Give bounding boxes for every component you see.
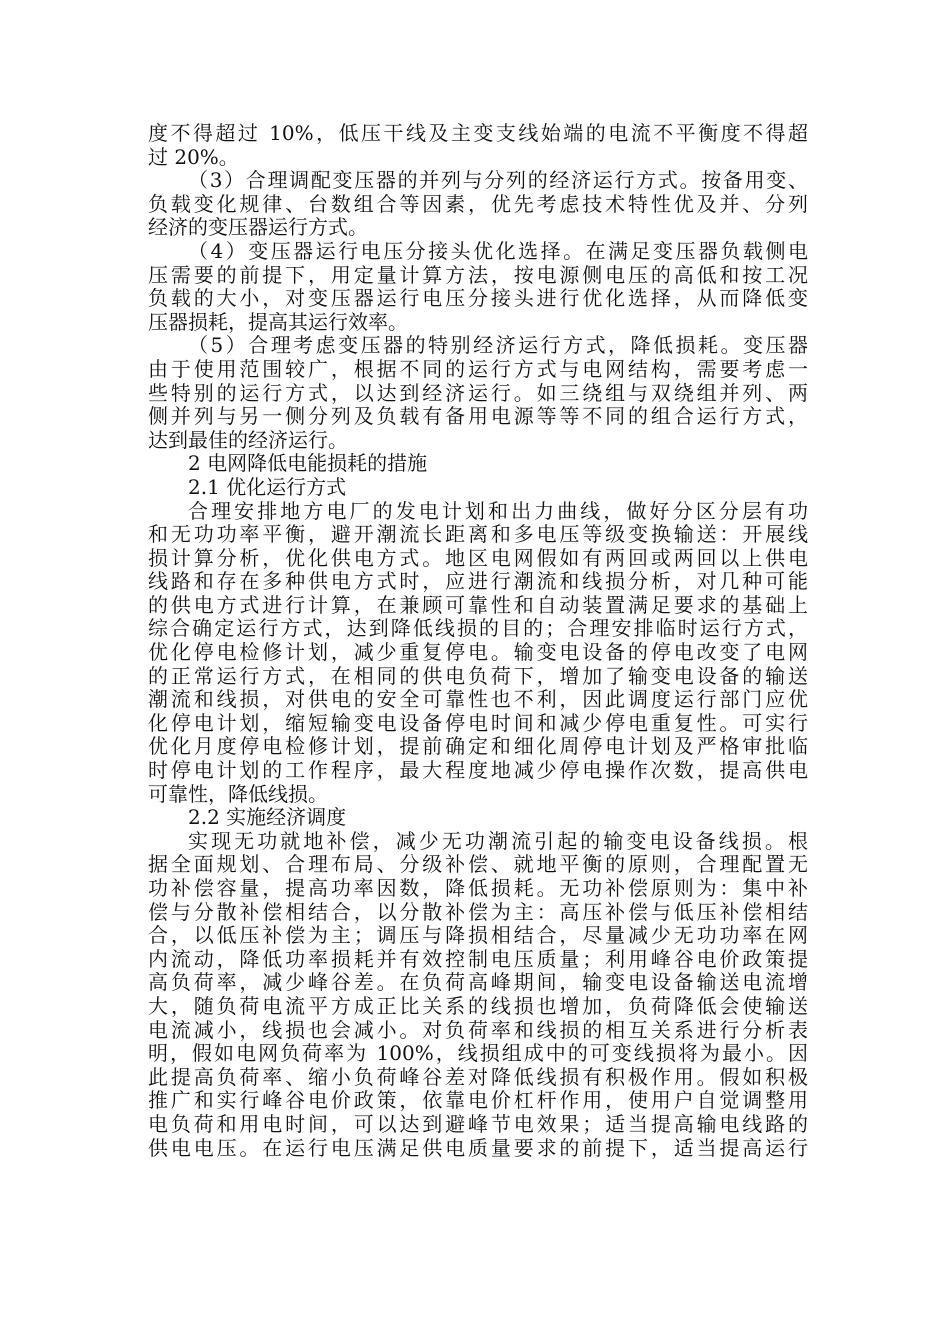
- text-line: （5）合理考虑变压器的特别经济运行方式，降低损耗。变压器: [188, 333, 808, 358]
- text-line: 压需要的前提下，用定量计算方法，按电源侧电压的高低和按工况: [148, 262, 808, 287]
- text-line: 侧并列与另一侧分列及负载有备用电源等等不同的组合运行方式，: [148, 404, 808, 429]
- text-line: 优化月度停电检修计划，提前确定和细化周停电计划及严格审批临: [148, 734, 808, 759]
- text-line: 度不得超过 10%，低压干线及主变支线始端的电流不平衡度不得超: [148, 121, 808, 145]
- text-line: 负载变化规律、台数组合等因素，优先考虑技术特性优及并、分列: [148, 191, 808, 216]
- text-line: 推广和实行峰谷电价政策，依靠电价杠杆作用，使用户自觉调整用: [148, 1088, 808, 1113]
- text-line: 合理安排地方电厂的发电计划和出力曲线，做好分区分层有功: [188, 498, 808, 523]
- text-line: 的供电方式进行计算，在兼顾可靠性和自动装置满足要求的基础上: [148, 592, 808, 617]
- text-line: （3）合理调配变压器的并列与分列的经济运行方式。按备用变、: [188, 168, 808, 193]
- text-line: 时停电计划的工作程序，最大程度地减少停电操作次数，提高供电: [148, 758, 808, 783]
- text-line: 大，随负荷电流平方成正比关系的线损也增加，负荷降低会使输送: [148, 993, 808, 1018]
- text-line: （4）变压器运行电压分接头优化选择。在满足变压器负载侧电: [188, 238, 808, 263]
- text-line: 内流动，降低功率损耗并有效控制电压质量；利用峰谷电价政策提: [148, 946, 808, 971]
- text-line: 明，假如电网负荷率为 100%，线损组成中的可变线损将为最小。因: [148, 1041, 808, 1066]
- text-line: 线路和存在多种供电方式时，应进行潮流和线损分析，对几种可能: [148, 569, 808, 594]
- text-line: 化停电计划，缩短输变电设备停电时间和减少停电重复性。可实行: [148, 710, 808, 735]
- text-line: 经济的变压器运行方式。: [148, 215, 368, 240]
- text-line: 电负荷和用电时间，可以达到避峰节电效果；适当提高输电线路的: [148, 1111, 808, 1136]
- text-line: 偿与分散补偿相结合，以分散补偿为主：高压补偿与低压补偿相结: [148, 899, 808, 924]
- text-line: 优化停电检修计划，减少重复停电。输变电设备的停电改变了电网: [148, 640, 808, 665]
- text-line: 负载的大小，对变压器运行电压分接头进行优化选择，从而降低变: [148, 286, 808, 311]
- text-line: 电流减小，线损也会减小。对负荷率和线损的相互关系进行分析表: [148, 1017, 808, 1042]
- text-line: 压器损耗，提高其运行效率。: [148, 309, 408, 334]
- text-line: 供电电压。在运行电压满足供电质量要求的前提下，适当提高运行: [148, 1135, 808, 1160]
- text-line: 2 电网降低电能损耗的措施: [188, 451, 428, 476]
- text-line: 据全面规划、合理布局、分级补偿、就地平衡的原则，合理配置无: [148, 852, 808, 877]
- text-line: 实现无功就地补偿，减少无功潮流引起的输变电设备线损。根: [188, 828, 808, 853]
- text-line: 潮流和线损，对供电的安全可靠性也不利，因此调度运行部门应优: [148, 687, 808, 712]
- text-line: 由于使用范围较广，根据不同的运行方式与电网结构，需要考虑一: [148, 356, 808, 381]
- text-line: 综合确定运行方式，达到降低线损的目的；合理安排临时运行方式，: [148, 616, 808, 641]
- text-line: 损计算分析，优化供电方式。地区电网假如有两回或两回以上供电: [148, 545, 808, 570]
- text-line: 些特别的运行方式，以达到经济运行。如三绕组与双绕组并列、两: [148, 380, 808, 405]
- text-line: 过 20%。: [148, 144, 239, 169]
- text-line: 的正常运行方式，在相同的供电负荷下，增加了输变电设备的输送: [148, 663, 808, 688]
- text-line: 可靠性，降低线损。: [148, 781, 328, 806]
- text-line: 达到最佳的经济运行。: [148, 427, 348, 452]
- text-line: 和无功功率平衡，避开潮流长距离和多电压等级变换输送：开展线: [148, 522, 808, 547]
- text-line: 高负荷率，减少峰谷差。在负荷高峰期间，输变电设备输送电流增: [148, 970, 808, 995]
- text-line: 此提高负荷率、缩小负荷峰谷差对降低线损有积极作用。假如积极: [148, 1064, 808, 1089]
- text-line: 2.2 实施经济调度: [188, 805, 347, 830]
- text-line: 合，以低压补偿为主；调压与降损相结合，尽量减少无功功率在网: [148, 923, 808, 948]
- text-line: 功补偿容量，提高功率因数，降低损耗。无功补偿原则为：集中补: [148, 876, 808, 900]
- text-line: 2.1 优化运行方式: [188, 474, 347, 499]
- document-body: [148, 122, 808, 1160]
